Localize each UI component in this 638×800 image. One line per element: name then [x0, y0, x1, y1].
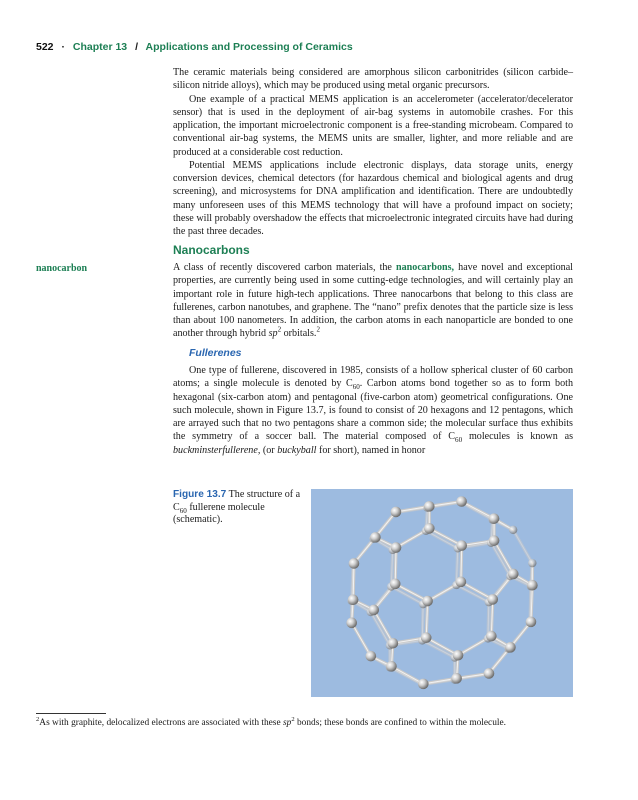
text-run: for short), named in honor — [316, 444, 426, 456]
text-run: orbitals. — [281, 328, 317, 340]
carbon-atom — [370, 532, 381, 543]
emphasis: buckyball — [277, 444, 317, 456]
running-header — [36, 41, 353, 53]
subscript-60: 60 — [455, 436, 463, 445]
footnote-rule — [36, 713, 106, 714]
figure-label: Figure 13.7 — [173, 489, 227, 500]
carbon-atom — [424, 501, 435, 512]
sp-superscript: 2 — [277, 325, 282, 334]
sp-symbol: sp — [282, 718, 292, 728]
carbon-bond — [513, 530, 532, 563]
carbon-atom — [484, 668, 495, 679]
fullerene-figure — [311, 489, 573, 697]
carbon-atom — [456, 496, 467, 507]
footnote-text: bonds; these bonds are confined to within the molecule. — [294, 718, 507, 728]
carbon-bond — [462, 501, 494, 518]
carbon-atom — [489, 535, 500, 546]
caption-subscript: 60 — [179, 506, 187, 515]
sp-superscript: 2 — [291, 715, 295, 723]
subscript-60: 60 — [352, 383, 360, 392]
carbon-atom — [349, 558, 360, 569]
subsection-heading: Fullerenes — [189, 347, 242, 359]
carbon-atom — [424, 523, 435, 534]
chapter-title: Applications and Processing of Ceramics — [145, 41, 353, 53]
emphasis: buckminsterfullerene, — [173, 444, 261, 456]
section-heading: Nanocarbons — [173, 243, 250, 257]
carbon-atom — [456, 540, 467, 551]
carbon-bond — [374, 610, 393, 643]
footnote — [36, 717, 573, 729]
header-divider: / — [135, 41, 138, 53]
carbon-atom — [391, 507, 402, 518]
nanocarbon-paragraph — [173, 261, 573, 341]
carbon-atom — [526, 617, 537, 628]
carbon-atom — [348, 594, 359, 605]
text-run: molecules is known as — [462, 431, 573, 443]
carbon-atom — [366, 651, 377, 662]
carbon-atom — [527, 580, 538, 591]
caption-text: fullerene molecule (schematic). — [173, 501, 265, 525]
footnote-ref: 2 — [316, 325, 320, 334]
fullerene-molecule-image — [311, 489, 573, 697]
carbon-atom — [528, 559, 536, 567]
footnote-mark: 2 — [36, 715, 40, 723]
text-run: One type of fullerene, discovered in 1985, consists of a hollow spherical cluster of 60 carbon atoms; a single molecule is denoted by C — [173, 365, 573, 390]
carbon-atom — [489, 513, 500, 524]
carbon-atom — [509, 526, 517, 534]
header-bullet: · — [61, 41, 65, 53]
carbon-atom — [388, 638, 399, 649]
margin-term: nanocarbon — [36, 263, 88, 274]
key-term: nanocarbons, — [396, 262, 455, 273]
text-run: (or — [260, 444, 278, 456]
caption-text: The structure of a C — [173, 489, 301, 513]
carbon-bond — [491, 543, 510, 576]
footnote-text: As with graphite, delocalized electrons are associated with these — [39, 718, 283, 728]
body-top — [173, 66, 573, 238]
paragraph: Potential MEMS applications include electronic displays, data storage units, energy conversion devices, chemical detectors (for hazardous chemical and biological agents and drug screening), and microsystems for DNA amplification and identification. There are undoubtedly many unforeseen uses of this MEMS technology that will have a profound impact on society; these will probably overshadow the effects that microelectronic integrated circuits have had during the past three decades. — [173, 159, 573, 237]
carbon-atom — [386, 661, 397, 672]
carbon-atom — [508, 569, 519, 580]
text-run: . Carbon atoms bond together so as to form both hexagonal (six-carbon atom) and pentagonal (five-carbon atom) geometrical configurations. One such molecule, shown in Figure 13.7, is found to consist of 20 hexagons and 12 pentagons, which are arrayed such that no two pentagons share a common side; the molecular surface thus exhibits the symmetry of a soccer ball. The material composed of C — [173, 378, 573, 443]
carbon-atom — [346, 618, 357, 629]
figure-caption — [173, 489, 303, 527]
carbon-atom — [487, 594, 498, 605]
carbon-bond — [391, 666, 423, 684]
text-run: have novel and exceptional properties, are currently being used in some cutting-edge technologies, and will certainly play an important role in future high-tech applications. Three nanocarbons that belong to this class are fullerenes, carbon nanotubes, and graphene. The “nano” prefix denotes that the particle size is less than about 100 nanometers. In addition, the carbon atoms in each nanoparticle are bonded to one another through hybrid — [173, 262, 573, 340]
carbon-atom — [456, 577, 467, 588]
carbon-atom — [451, 673, 462, 684]
fullerene-paragraph — [173, 364, 573, 457]
carbon-atom — [418, 679, 429, 690]
carbon-bond — [494, 541, 513, 574]
sp-symbol: sp — [268, 328, 278, 340]
carbon-atom — [368, 605, 379, 616]
chapter-label: Chapter 13 — [72, 41, 128, 53]
carbon-bond — [352, 623, 371, 656]
paragraph: The ceramic materials being considered are amorphous silicon carbonitrides (silicon carbide–silicon nitride alloys), which may be produced using metal organic precursors. — [173, 67, 573, 92]
carbon-atom — [505, 642, 516, 653]
page-number: 522 — [36, 41, 54, 53]
carbon-atom — [390, 579, 401, 590]
text-run: A class of recently discovered carbon materials, the — [173, 262, 396, 273]
carbon-atom — [422, 596, 433, 607]
carbon-atom — [391, 542, 402, 553]
carbon-atom — [486, 631, 497, 642]
carbon-atom — [421, 632, 432, 643]
carbon-bond — [371, 612, 390, 645]
carbon-atom — [453, 650, 464, 661]
paragraph: One example of a practical MEMS application is an accelerometer (accelerator/decelerator sensor) that is used in the deployment of air-bag systems in automobile crashes. For this application, the important microelectronic component is a free-standing microbeam. Compared to conventional air-bag systems, the MEMS units are smaller, lighter, and more reliable and are produced at a considerable cost reduction. — [173, 93, 573, 158]
